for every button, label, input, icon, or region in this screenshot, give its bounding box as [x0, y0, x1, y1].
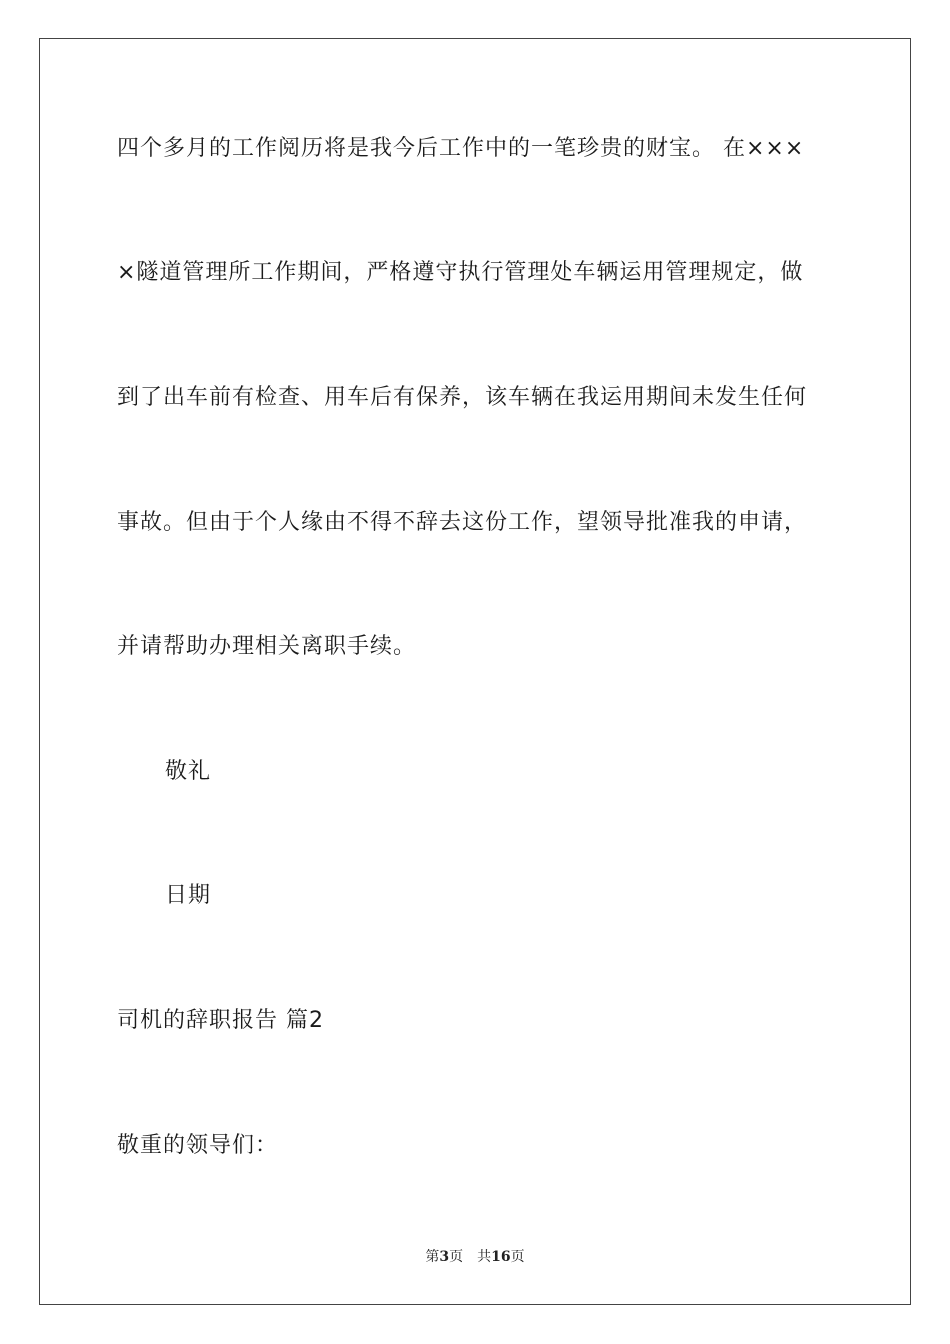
footer-page-number: 3 — [439, 1249, 450, 1265]
section-title: 司机的辞职报告 篇2 — [117, 1008, 324, 1033]
body-line-3: 到了出车前有检查、用车后有保养，该车辆在我运用期间未发生任何 — [117, 385, 808, 410]
date-label: 日期 — [165, 883, 212, 908]
footer-page-prefix: 第 — [425, 1249, 440, 1265]
footer-total-pages: 16 — [491, 1249, 511, 1265]
salutation: 敬重的领导们： — [117, 1133, 279, 1158]
page-border — [39, 38, 911, 1305]
footer-page-suffix: 页 — [449, 1249, 464, 1265]
body-line-4: 事故。但由于个人缘由不得不辞去这份工作，望领导批准我的申请， — [117, 510, 808, 535]
body-line-1: 四个多月的工作阅历将是我今后工作中的一笔珍贵的财宝。 在××× — [117, 136, 805, 161]
page-footer — [0, 1247, 950, 1267]
body-line-2: ×隧道管理所工作期间，严格遵守执行管理处车辆运用管理规定，做 — [117, 260, 804, 285]
footer-total-prefix: 共 — [477, 1249, 492, 1265]
body-line-5: 并请帮助办理相关离职手续。 — [117, 634, 417, 659]
footer-total-suffix: 页 — [510, 1249, 525, 1265]
closing-text: 敬礼 — [165, 759, 212, 784]
